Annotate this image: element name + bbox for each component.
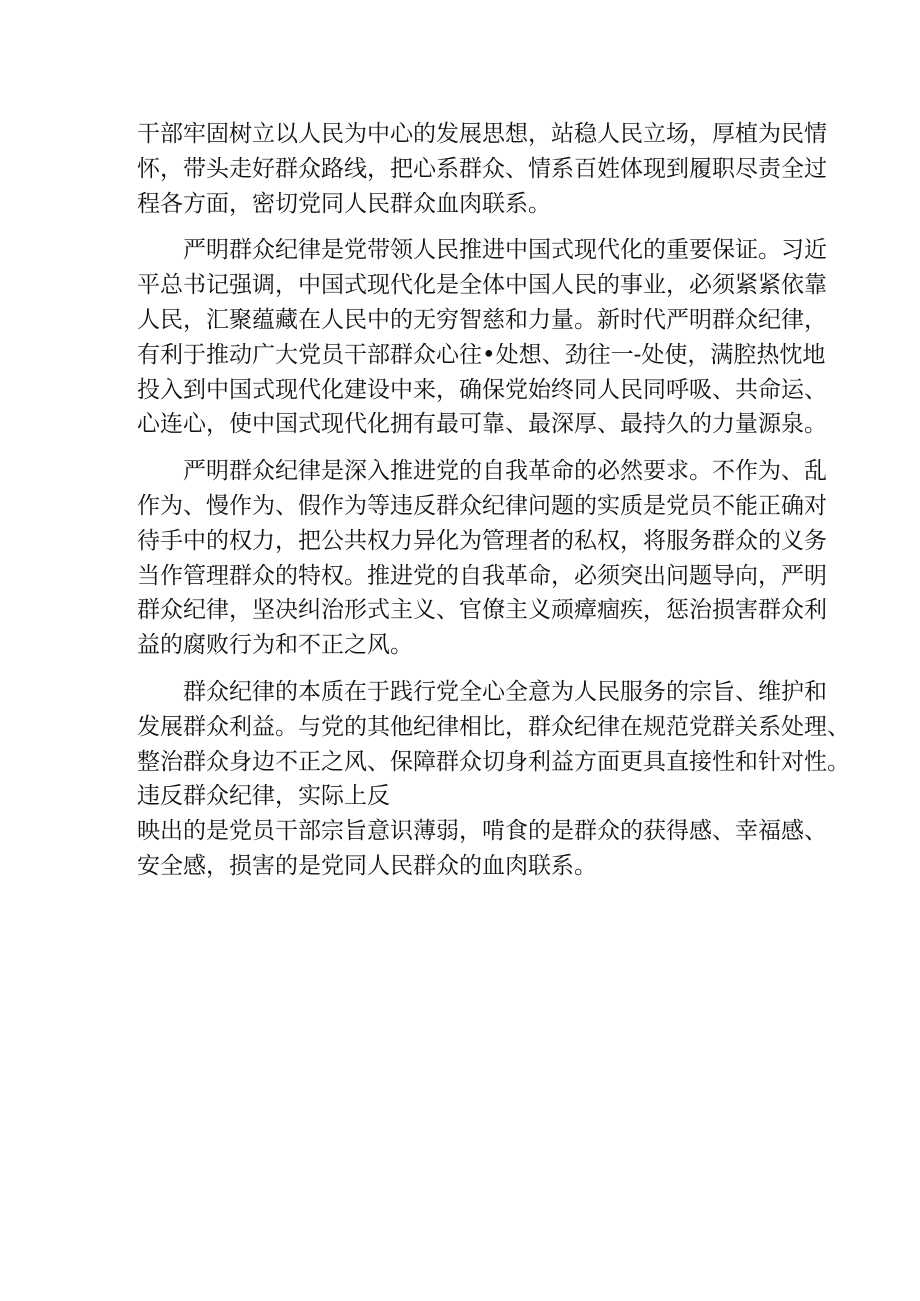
text-line: 怀，带头走好群众路线，把心系群众、情系百姓体现到履职尽责全过 <box>137 155 827 182</box>
text-line: 当作管理群众的特权。推进党的自我革命，必须突出问题导向，严明 <box>137 562 827 589</box>
text-line: 有利于推动广大党员干部群众心往•处想、劲往一-处使，满腔热忱地 <box>137 341 826 368</box>
text-line: 映出的是党员干部宗旨意识薄弱，啃食的是群众的获得感、幸福感、 <box>137 818 827 845</box>
text-line: 安全感，损害的是党同人民群众的血肉联系。 <box>137 852 597 879</box>
paragraph-3 <box>137 454 827 663</box>
text-line: 整治群众身边不正之风、保障群众切身利益方面更具直接性和针对性。 <box>137 748 850 775</box>
text-line: 干部牢固树立以人民为中心的发展思想，站稳人民立场，厚植为民情 <box>137 121 827 147</box>
document-body <box>137 117 850 884</box>
text-line: 违反群众纪律，实际上反 <box>137 783 390 810</box>
paragraph-2 <box>137 233 827 442</box>
text-line: 严明群众纪律是深入推进党的自我革命的必然要求。不作为、乱 <box>183 458 827 485</box>
text-line: 益的腐败行为和不正之风。 <box>137 632 413 659</box>
text-line: 群众纪律，坚决纠治形式主义、官僚主义顽瘴痼疾，惩治损害群众利 <box>137 597 827 624</box>
text-line: 待手中的权力，把公共权力异化为管理者的私权，将服务群众的义务 <box>137 527 827 554</box>
text-line: 严明群众纪律是党带领人民推进中国式现代化的重要保证。习近 <box>183 237 827 264</box>
text-line: 程各方面，密切党同人民群众血肉联系。 <box>137 190 551 217</box>
text-line: 投入到中国式现代化建设中来，确保党始终同人民同呼吸、共命运、 <box>137 376 827 403</box>
text-line: 群众纪律的本质在于践行党全心全意为人民服务的宗旨、维护和 <box>183 678 827 705</box>
paragraph-1 <box>137 117 827 221</box>
text-line: 心连心，使中国式现代化拥有最可靠、最深厚、最持久的力量源泉。 <box>137 411 827 438</box>
paragraph-4 <box>137 675 850 884</box>
text-line: 作为、慢作为、假作为等违反群众纪律问题的实质是党员不能正确对 <box>137 492 827 519</box>
text-line: 发展群众利益。与党的其他纪律相比，群众纪律在规范党群关系处理、 <box>137 713 850 740</box>
text-line: 平总书记强调，中国式现代化是全体中国人民的事业，必须紧紧依靠 <box>137 272 827 299</box>
text-line: 人民，汇聚蕴藏在人民中的无穷智慈和力量。新时代严明群众纪律， <box>137 306 827 333</box>
